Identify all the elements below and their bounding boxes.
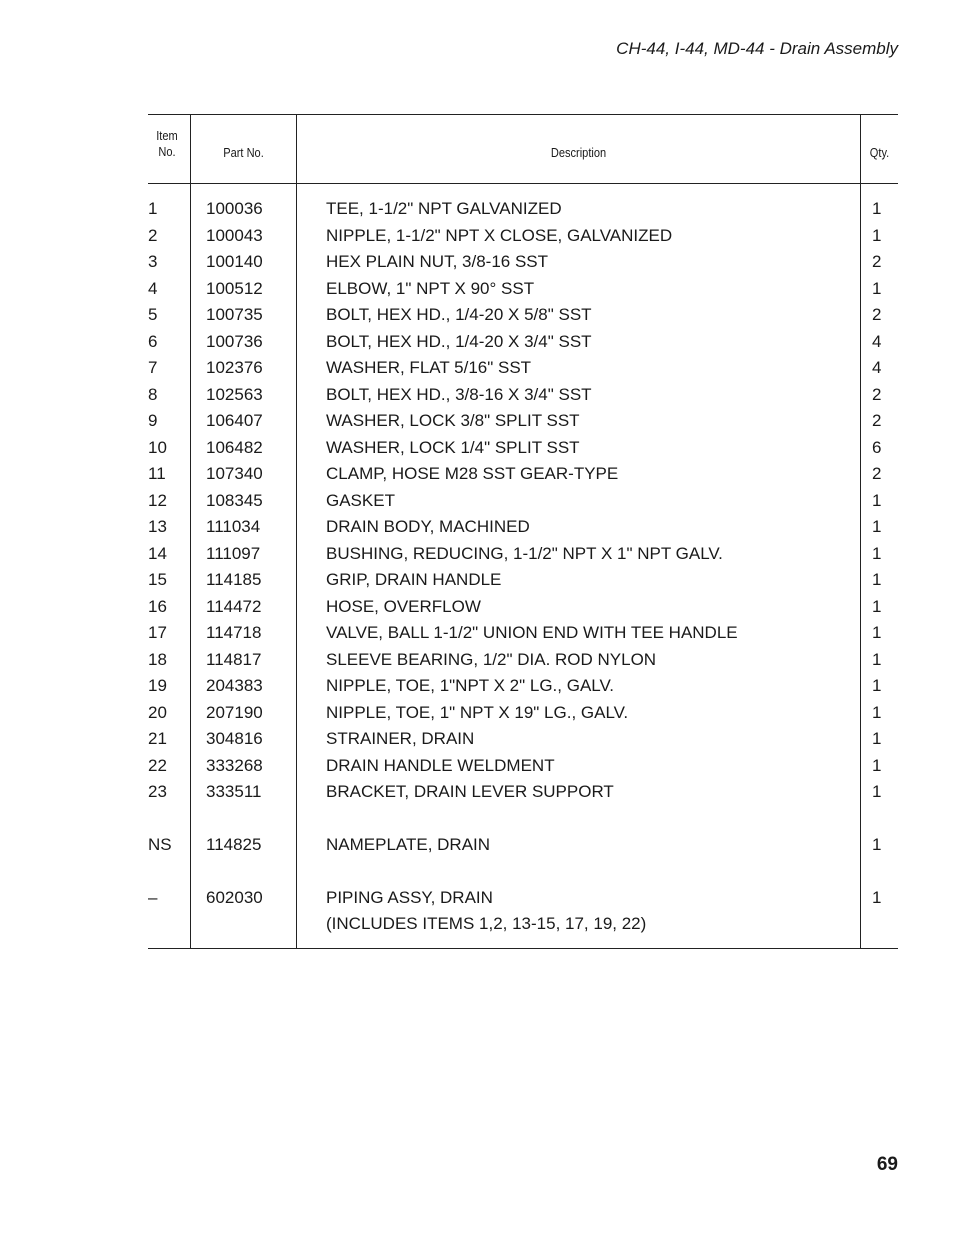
item-no-cell: 15: [148, 570, 167, 589]
part-no-cell: 207190: [206, 702, 263, 722]
description-cell: TEE, 1-1/2" NPT GALVANIZED: [326, 199, 562, 218]
part-no-cell: 100043: [206, 225, 263, 245]
table-row: [148, 753, 898, 779]
table-row: [148, 461, 898, 487]
qty-cell: 1: [872, 888, 882, 907]
part-no-cell: 114825: [206, 835, 262, 854]
description-cell: BOLT, HEX HD., 3/8-16 X 3/4" SST: [326, 384, 592, 404]
part-no-cell: 107340: [206, 464, 263, 483]
table-row: [148, 594, 898, 620]
description-cell: DRAIN HANDLE WELDMENT: [326, 755, 555, 775]
header-qty: Qty.: [869, 145, 890, 160]
item-no-cell: 12: [148, 490, 167, 510]
table-row: [148, 488, 898, 514]
parts-table: [148, 114, 898, 949]
part-no-cell: 100512: [206, 278, 263, 298]
description-cell: GASKET: [326, 490, 395, 510]
item-no-cell: 5: [148, 305, 158, 324]
part-no-cell: 100036: [206, 199, 263, 218]
part-no-cell: 114185: [206, 570, 262, 589]
description-cell: CLAMP, HOSE M28 SST GEAR-TYPE: [326, 464, 619, 483]
table-row: [148, 541, 898, 567]
table-row: [148, 911, 898, 937]
table-row: [148, 647, 898, 673]
table-row: [148, 382, 898, 408]
description-cell: NAMEPLATE, DRAIN: [326, 835, 491, 854]
header-description: Description: [550, 145, 607, 160]
part-no-cell: 304816: [206, 729, 263, 748]
description-cell: STRAINER, DRAIN: [326, 729, 475, 748]
item-no-cell: 16: [148, 596, 167, 616]
item-no-cell: 14: [148, 543, 167, 563]
table-row: [148, 567, 898, 593]
description-cell: (INCLUDES ITEMS 1,2, 13-15, 17, 19, 22): [326, 914, 647, 933]
item-no-cell: 23: [148, 782, 167, 801]
part-no-cell: 100736: [206, 331, 263, 351]
part-no-cell: 100140: [206, 252, 263, 271]
description-cell: BUSHING, REDUCING, 1-1/2" NPT X 1" NPT GALV.: [326, 543, 723, 563]
item-no-cell: 13: [148, 517, 167, 536]
description-cell: NIPPLE, TOE, 1" NPT X 19" LG., GALV.: [326, 702, 629, 722]
page-number: 69: [876, 1154, 898, 1175]
qty-cell: 2: [872, 384, 882, 404]
item-no-cell: 1: [148, 199, 158, 218]
table-row: [148, 223, 898, 249]
qty-cell: 2: [872, 305, 882, 324]
part-no-cell: 333511: [206, 782, 262, 801]
item-no-cell: 19: [148, 676, 167, 695]
qty-cell: 1: [872, 490, 882, 510]
table-header-rule: [148, 183, 898, 184]
table-row: [148, 700, 898, 726]
description-cell: WASHER, LOCK 3/8" SPLIT SST: [326, 411, 580, 430]
item-no-cell: 6: [148, 331, 158, 351]
qty-cell: 1: [872, 702, 882, 722]
part-no-cell: 333268: [206, 755, 263, 775]
qty-cell: 1: [872, 729, 882, 748]
qty-cell: 1: [872, 199, 882, 218]
item-no-cell: 4: [148, 278, 158, 298]
table-row: [148, 673, 898, 699]
description-cell: NIPPLE, TOE, 1"NPT X 2" LG., GALV.: [326, 676, 614, 695]
table-row: [148, 196, 898, 222]
table-row: [148, 885, 898, 911]
qty-cell: 1: [872, 782, 882, 801]
item-no-cell: 9: [148, 411, 158, 430]
table-row: [148, 435, 898, 461]
table-row: [148, 249, 898, 275]
qty-cell: 1: [872, 596, 882, 616]
table-row: [148, 302, 898, 328]
part-no-cell: 100735: [206, 305, 263, 324]
description-cell: VALVE, BALL 1-1/2" UNION END WITH TEE HANDLE: [326, 623, 738, 642]
part-no-cell: 204383: [206, 676, 263, 695]
item-no-cell: 11: [148, 464, 166, 483]
part-no-cell: 111034: [206, 517, 261, 536]
item-no-cell: 20: [148, 702, 167, 722]
qty-cell: 1: [872, 649, 882, 669]
table-bottom-rule: [148, 948, 898, 949]
qty-cell: 1: [872, 225, 882, 245]
qty-cell: 2: [872, 252, 882, 271]
description-cell: GRIP, DRAIN HANDLE: [326, 570, 502, 589]
table-row: [148, 514, 898, 540]
part-no-cell: 102563: [206, 384, 263, 404]
part-no-cell: 106407: [206, 411, 263, 430]
qty-cell: 1: [872, 676, 882, 695]
qty-cell: 4: [872, 331, 882, 351]
qty-cell: 6: [872, 437, 882, 457]
description-cell: BRACKET, DRAIN LEVER SUPPORT: [326, 782, 614, 801]
part-no-cell: 114718: [206, 623, 262, 642]
table-row: [148, 408, 898, 434]
part-no-cell: 602030: [206, 888, 263, 907]
table-top-rule: [148, 114, 898, 115]
page-header-title: CH-44, I-44, MD-44 - Drain Assembly: [616, 39, 898, 58]
item-no-cell: 8: [148, 384, 158, 404]
item-no-cell: NS: [148, 835, 172, 854]
qty-cell: 2: [872, 411, 882, 430]
description-cell: NIPPLE, 1-1/2" NPT X CLOSE, GALVANIZED: [326, 225, 673, 245]
table-row: [148, 329, 898, 355]
part-no-cell: 111097: [206, 543, 261, 563]
part-no-cell: 108345: [206, 490, 263, 510]
item-no-cell: 10: [148, 437, 167, 457]
qty-cell: 1: [872, 623, 882, 642]
description-cell: WASHER, FLAT 5/16" SST: [326, 358, 532, 377]
item-no-cell: 7: [148, 358, 158, 377]
item-no-cell: 21: [148, 729, 167, 748]
qty-cell: 1: [872, 570, 882, 589]
qty-cell: 2: [872, 464, 882, 483]
description-cell: BOLT, HEX HD., 1/4-20 X 3/4" SST: [326, 331, 592, 351]
item-no-cell: –: [148, 888, 158, 907]
item-no-cell: 2: [148, 225, 158, 245]
qty-cell: 1: [872, 543, 882, 563]
description-cell: ELBOW, 1" NPT X 90° SST: [326, 278, 535, 298]
item-no-cell: 22: [148, 755, 167, 775]
part-no-cell: 102376: [206, 358, 263, 377]
description-cell: WASHER, LOCK 1/4" SPLIT SST: [326, 437, 580, 457]
table-row: [148, 620, 898, 646]
table-row: [148, 726, 898, 752]
description-cell: HEX PLAIN NUT, 3/8-16 SST: [326, 252, 549, 271]
qty-cell: 1: [872, 278, 882, 298]
qty-cell: 1: [872, 755, 882, 775]
table-row: [148, 276, 898, 302]
description-cell: SLEEVE BEARING, 1/2" DIA. ROD NYLON: [326, 649, 657, 669]
description-cell: BOLT, HEX HD., 1/4-20 X 5/8" SST: [326, 305, 592, 324]
header-item-line2: No.: [158, 144, 176, 159]
item-no-cell: 18: [148, 649, 167, 669]
qty-cell: 1: [872, 835, 882, 854]
table-row: [148, 779, 898, 805]
item-no-cell: 17: [148, 623, 167, 642]
description-cell: DRAIN BODY, MACHINED: [326, 517, 530, 536]
header-item-no: [151, 128, 183, 160]
description-cell: PIPING ASSY, DRAIN: [326, 888, 493, 907]
table-row: [148, 355, 898, 381]
header-part-no: Part No.: [223, 145, 264, 160]
header-item-line1: Item: [156, 128, 178, 143]
part-no-cell: 114472: [206, 596, 262, 616]
part-no-cell: 114817: [206, 649, 262, 669]
part-no-cell: 106482: [206, 437, 263, 457]
qty-cell: 1: [872, 517, 882, 536]
qty-cell: 4: [872, 358, 882, 377]
table-row: [148, 832, 898, 858]
description-cell: HOSE, OVERFLOW: [326, 596, 481, 616]
item-no-cell: 3: [148, 252, 158, 271]
